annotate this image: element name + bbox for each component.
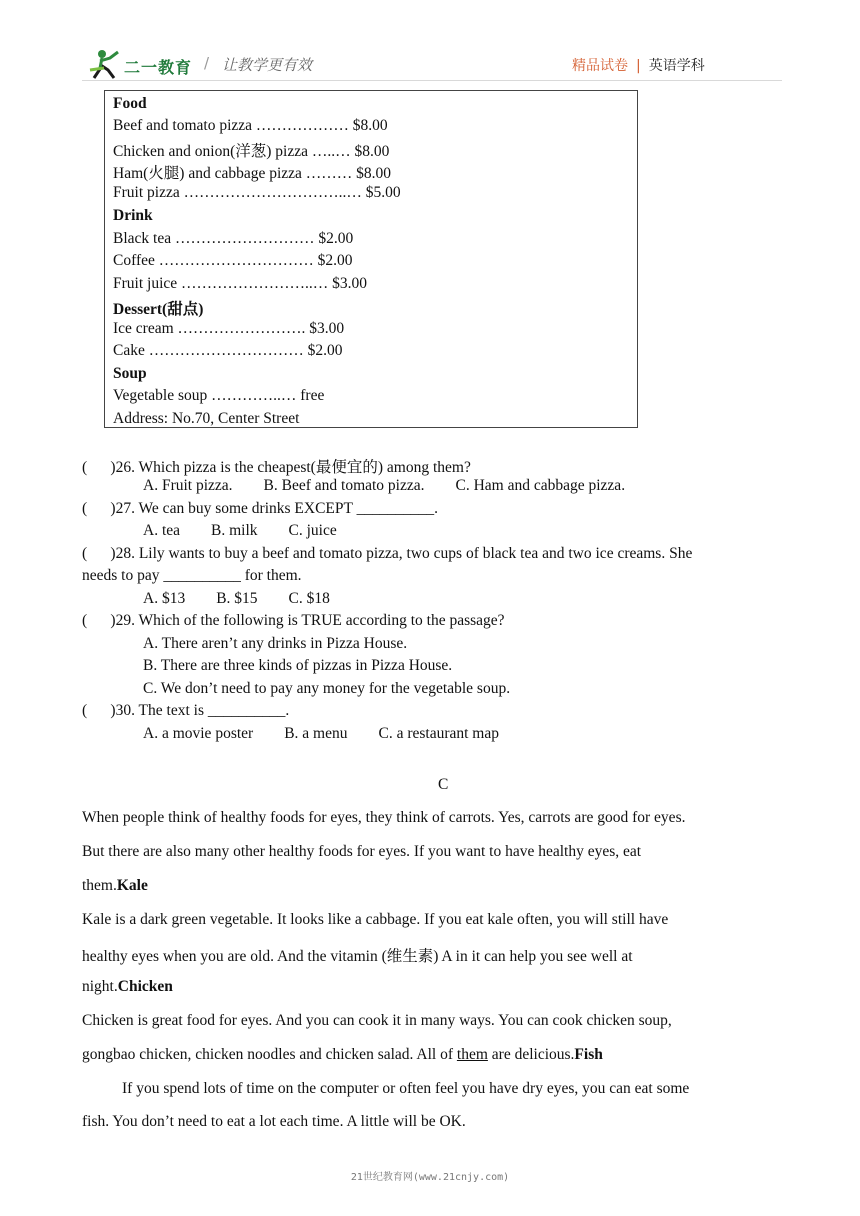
menu-food-heading: Food bbox=[113, 95, 147, 112]
passage-line: Chicken is great food for eyes. And you can cook it in many ways. You can cook chicken soup, bbox=[82, 1012, 672, 1029]
passage-text: are delicious. bbox=[487, 1046, 575, 1063]
passage-line bbox=[82, 978, 173, 996]
passage-line: healthy eyes when you are old. And the vitamin (维生素) A in it can help you see well at bbox=[82, 948, 633, 965]
passage-text: them. bbox=[82, 877, 117, 894]
menu-drink-heading: Drink bbox=[113, 207, 153, 224]
passage-line bbox=[82, 1046, 603, 1064]
subject-tag bbox=[572, 55, 705, 75]
question-29: ( )29. Which of the following is TRUE according to the passage? bbox=[82, 612, 505, 629]
question-30: ( )30. The text is __________. bbox=[82, 702, 290, 719]
question-29-option-b: B. There are three kinds of pizzas in Pizza House. bbox=[143, 657, 453, 674]
subheading-chicken: Chicken bbox=[117, 978, 173, 995]
menu-item: Coffee ………………………… $2.00 bbox=[113, 252, 353, 269]
menu-address: Address: No.70, Center Street bbox=[113, 410, 300, 427]
logo-text: 二一教育 bbox=[124, 58, 193, 77]
tag-left: 精品试卷 bbox=[572, 58, 628, 74]
passage-line bbox=[82, 877, 148, 895]
passage-line: But there are also many other healthy foods for eyes. If you want to have healthy eyes, eat bbox=[82, 843, 642, 860]
tag-separator: | bbox=[636, 58, 641, 74]
menu-item: Ice cream ……………………. $3.00 bbox=[113, 320, 345, 337]
menu-item: Chicken and onion(洋葱) pizza …..… $8.00 bbox=[113, 143, 390, 160]
question-28: ( )28. Lily wants to buy a beef and tomato pizza, two cups of black tea and two ice creams. She bbox=[82, 545, 693, 562]
question-27-options: A. tea B. milk C. juice bbox=[143, 522, 337, 539]
page-footer: 21世纪教育网(www.21cnjy.com) bbox=[350, 1172, 510, 1183]
menu-item: Cake ………………………… $2.00 bbox=[113, 342, 343, 359]
passage-line: Kale is a dark green vegetable. It looks like a cabbage. If you eat kale often, you will still have bbox=[82, 911, 669, 928]
menu-item: Ham(火腿) and cabbage pizza ……… $8.00 bbox=[113, 165, 392, 182]
menu-item: Black tea ……………………… $2.00 bbox=[113, 230, 354, 247]
question-26: ( )26. Which pizza is the cheapest(最便宜的) among them? bbox=[82, 459, 471, 476]
menu-item: Beef and tomato pizza ……………… $8.00 bbox=[113, 117, 388, 134]
question-29-option-c: C. We don’t need to pay any money for the vegetable soup. bbox=[143, 680, 511, 697]
tag-right: 英语学科 bbox=[648, 58, 705, 74]
header-slogan: 让教学更有效 bbox=[222, 56, 313, 74]
question-28-options: A. $13 B. $15 C. $18 bbox=[143, 590, 330, 607]
header-divider bbox=[82, 80, 782, 81]
passage-text: night. bbox=[82, 978, 118, 995]
question-28-cont: needs to pay __________ for them. bbox=[82, 567, 302, 584]
question-26-options: A. Fruit pizza. B. Beef and tomato pizza. C. Ham and cabbage pizza. bbox=[143, 477, 626, 494]
subheading-kale: Kale bbox=[116, 877, 148, 894]
menu-item: Fruit juice ……………………..… $3.00 bbox=[113, 275, 368, 292]
underlined-them: them bbox=[456, 1046, 488, 1063]
passage-line: If you spend lots of time on the computer or often feel you have dry eyes, you can eat some bbox=[122, 1080, 690, 1097]
question-30-options: A. a movie poster B. a menu C. a restaurant map bbox=[143, 725, 499, 742]
question-29-option-a: A. There aren’t any drinks in Pizza House. bbox=[143, 635, 408, 652]
subheading-fish: Fish bbox=[574, 1046, 603, 1063]
menu-soup-heading: Soup bbox=[113, 365, 147, 382]
page-header bbox=[0, 0, 860, 86]
passage-line: fish. You don’t need to eat a lot each time. A little will be OK. bbox=[82, 1113, 466, 1130]
passage-text: gongbao chicken, chicken noodles and chicken salad. All of bbox=[82, 1046, 457, 1063]
menu-item: Fruit pizza …………………………..… $5.00 bbox=[113, 184, 401, 201]
menu-item: Vegetable soup …………..… free bbox=[113, 387, 325, 404]
passage-line: When people think of healthy foods for eyes, they think of carrots. Yes, carrots are good for eyes. bbox=[82, 809, 686, 826]
menu-dessert-heading: Dessert(甜点) bbox=[113, 301, 204, 318]
header-slash: / bbox=[204, 54, 210, 72]
question-27: ( )27. We can buy some drinks EXCEPT __________. bbox=[82, 500, 438, 517]
section-c-title: C bbox=[438, 776, 449, 793]
